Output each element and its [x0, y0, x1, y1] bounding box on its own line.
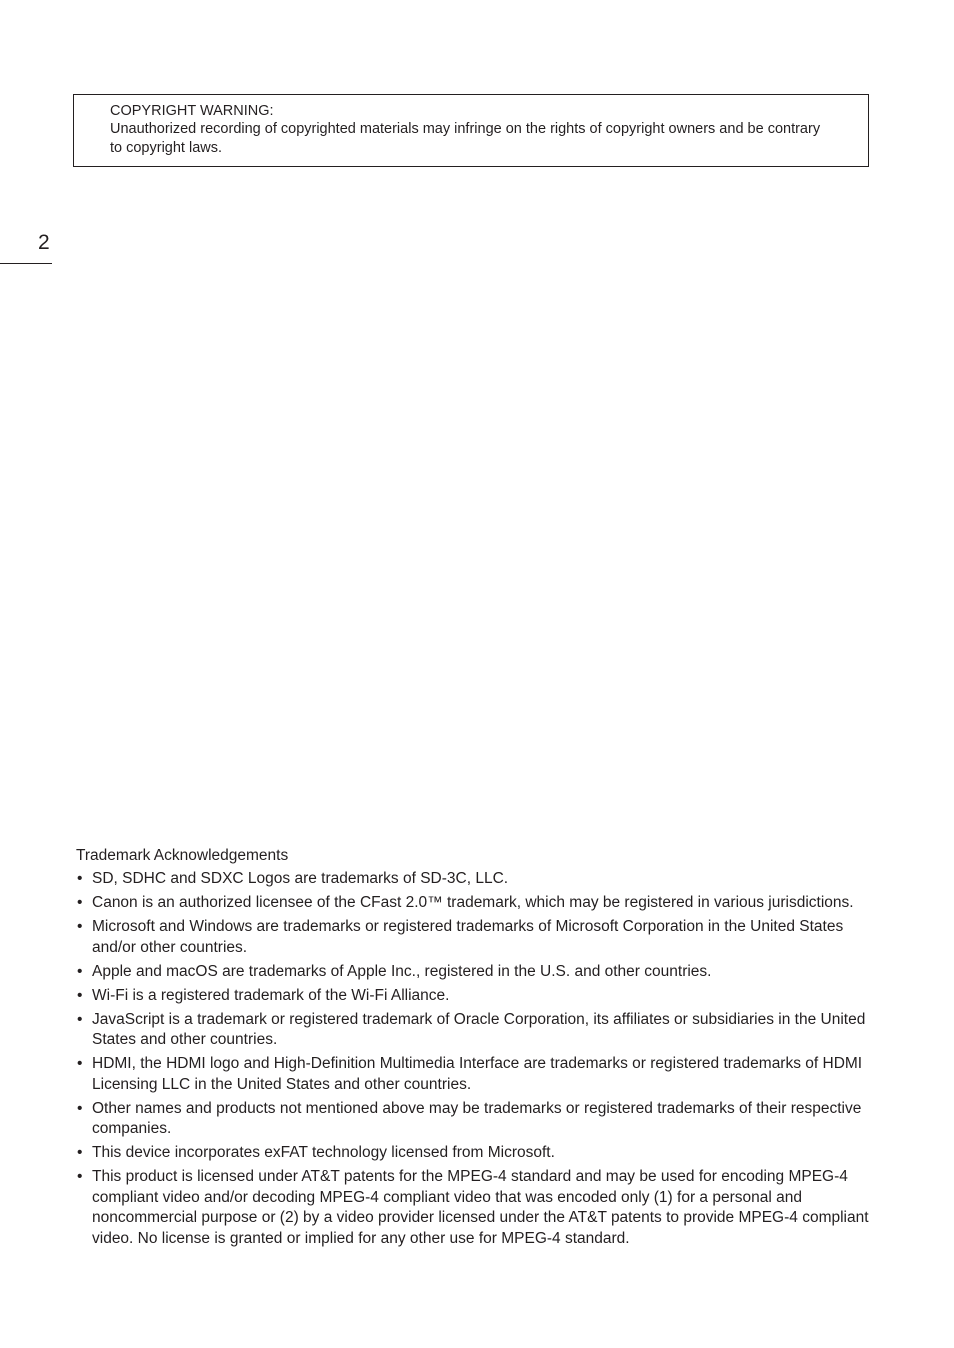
page-number-rule — [0, 263, 52, 264]
bullet-icon: • — [77, 1099, 83, 1117]
trademark-section — [76, 846, 872, 1253]
list-item — [76, 1099, 872, 1140]
trademark-section-title: Trademark Acknowledgements — [76, 847, 289, 864]
bullet-icon: • — [77, 870, 83, 887]
list-item — [76, 1054, 872, 1095]
list-item — [76, 893, 872, 914]
list-item-text: JavaScript is a trademark or registered trademark of Oracle Corporation, its affiliates or subsidiaries in the United States and other countries. — [92, 1010, 866, 1048]
list-item — [76, 869, 872, 890]
page-number: 2 — [38, 231, 50, 254]
copyright-warning-box — [73, 94, 869, 167]
list-item-text: HDMI, the HDMI logo and High-Definition Multimedia Interface are trademarks or registered trademarks of HDMI Licensing LLC in the United States and other countries. — [92, 1055, 863, 1093]
bullet-icon: • — [77, 1010, 83, 1028]
list-item — [76, 1143, 872, 1164]
bullet-icon: • — [77, 894, 83, 911]
list-item — [76, 986, 872, 1007]
list-item — [76, 1167, 872, 1249]
copyright-warning-title: COPYRIGHT WARNING: — [110, 103, 274, 119]
list-item-text: SD, SDHC and SDXC Logos are trademarks of SD-3C, LLC. — [92, 870, 509, 887]
list-item-text: Apple and macOS are trademarks of Apple Inc., registered in the U.S. and other countries. — [92, 962, 712, 980]
bullet-icon: • — [77, 1168, 83, 1185]
bullet-icon: • — [77, 1055, 83, 1072]
bullet-icon: • — [77, 986, 83, 1004]
list-item — [76, 1010, 872, 1051]
list-item — [76, 917, 872, 958]
list-item — [76, 962, 872, 983]
list-item-text: Canon is an authorized licensee of the CFast 2.0™ trademark, which may be registered in various jurisdictions. — [92, 894, 854, 911]
list-item-text: Other names and products not mentioned above may be trademarks or registered trademarks of their respective companies. — [92, 1099, 862, 1137]
list-item-text: Wi-Fi is a registered trademark of the Wi-Fi Alliance. — [92, 986, 450, 1004]
bullet-icon: • — [77, 962, 83, 980]
list-item-text: This device incorporates exFAT technology licensed from Microsoft. — [92, 1144, 555, 1161]
bullet-icon: • — [77, 918, 83, 935]
list-item-text: Microsoft and Windows are trademarks or registered trademarks of Microsoft Corporation in the United States and/or other countries. — [92, 918, 844, 956]
trademark-list — [76, 869, 872, 1249]
list-item-text: This product is licensed under AT&T patents for the MPEG-4 standard and may be used for encoding MPEG-4 compliant video and/or decoding MPEG-4 compliant video that was encoded only (1) for a personal and noncommercial purpose or (2) by a video provider licensed under the AT&T patents to provide MPEG-4 compliant video. No license is granted or implied for any other use for MPEG-4 standard. — [92, 1168, 869, 1247]
copyright-warning-text: Unauthorized recording of copyrighted materials may infringe on the rights of copyright owners and be contrary to copyright laws. — [110, 121, 821, 156]
bullet-icon: • — [77, 1144, 83, 1161]
